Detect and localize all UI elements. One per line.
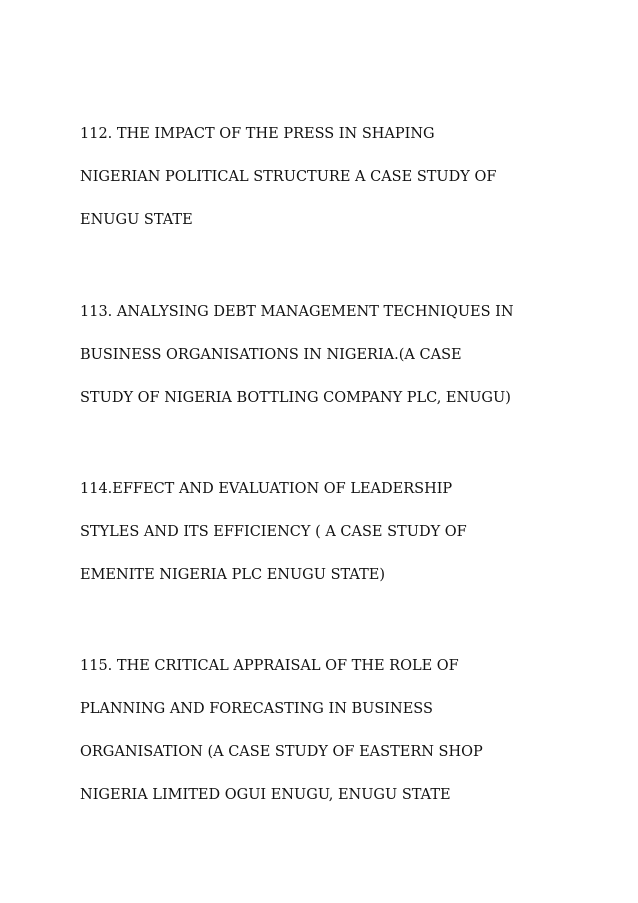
topic-line: STYLES AND ITS EFFICIENCY ( A CASE STUDY OF: [80, 524, 467, 540]
project-topic-114: [80, 478, 600, 607]
topic-line: BUSINESS ORGANISATIONS IN NIGERIA.(A CASE: [80, 347, 462, 363]
topic-line: 113. ANALYSING DEBT MANAGEMENT TECHNIQUES IN: [80, 304, 514, 320]
project-topic-112: [80, 123, 600, 252]
topic-line: 114.EFFECT AND EVALUATION OF LEADERSHIP: [80, 481, 453, 497]
topic-line: EMENITE NIGERIA PLC ENUGU STATE): [80, 567, 386, 583]
topic-line: 112. THE IMPACT OF THE PRESS IN SHAPING: [80, 126, 435, 142]
topic-line: ENUGU STATE: [80, 212, 193, 228]
topic-line: NIGERIA LIMITED OGUI ENUGU, ENUGU STATE: [80, 787, 451, 803]
topic-line: PLANNING AND FORECASTING IN BUSINESS: [80, 701, 433, 717]
topic-line: STUDY OF NIGERIA BOTTLING COMPANY PLC, ENUGU): [80, 390, 511, 406]
topic-line: NIGERIAN POLITICAL STRUCTURE A CASE STUDY OF: [80, 169, 497, 185]
project-topic-115: [80, 655, 600, 827]
topic-line: 115. THE CRITICAL APPRAISAL OF THE ROLE OF: [80, 658, 459, 674]
topic-line: ORGANISATION (A CASE STUDY OF EASTERN SHOP: [80, 744, 483, 760]
project-topic-113: [80, 301, 600, 430]
